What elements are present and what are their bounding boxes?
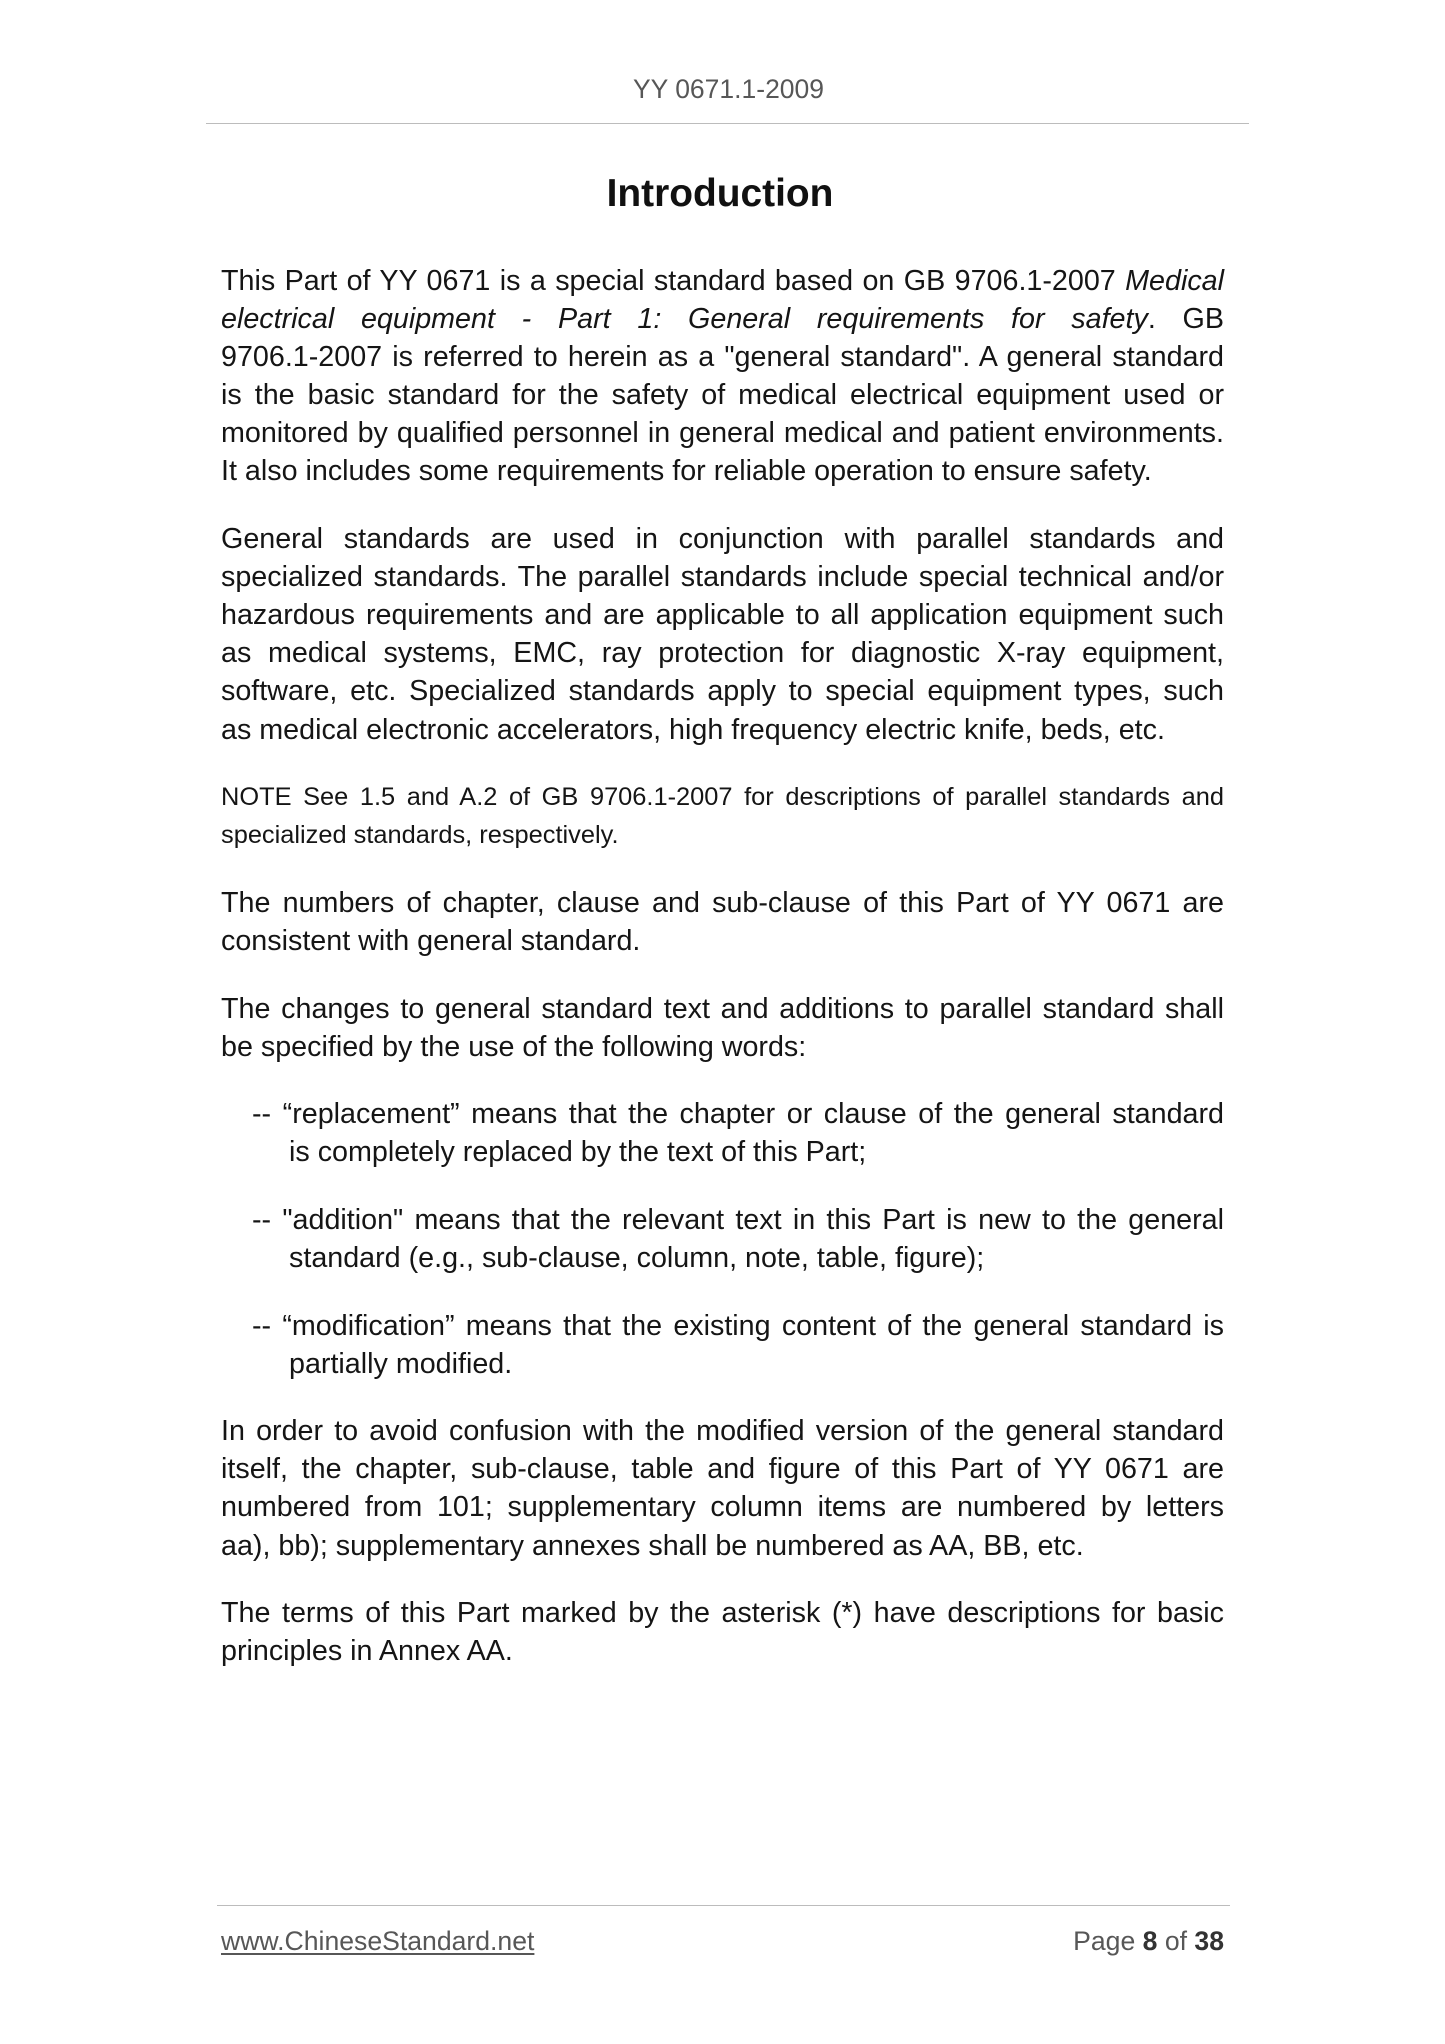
intro-paragraph-6: [221, 1594, 1224, 1670]
footer-divider: [217, 1905, 1230, 1906]
document-body: [221, 262, 1224, 1700]
text-line: [221, 300, 1224, 338]
text-line: [221, 262, 1224, 300]
text-line: numbered from 101; supplementary column items are numbered by letters: [221, 1491, 1224, 1524]
text-line: itself, the chapter, sub-clause, table and figure of this Part of YY 0671 are: [221, 1453, 1224, 1486]
page-title: Introduction: [606, 172, 834, 215]
text-line: NOTE See 1.5 and A.2 of GB 9706.1-2007 for descriptions of parallel standards and: [221, 783, 1224, 812]
intro-paragraph-2: [221, 520, 1224, 749]
text-line: -- “replacement” means that the chapter or clause of the general standard: [252, 1098, 1224, 1131]
definition-item-addition: [221, 1201, 1224, 1277]
text-line: standard (e.g., sub-clause, column, note, table, figure);: [289, 1241, 985, 1274]
text-line: -- “modification” means that the existing content of the general standard is: [252, 1309, 1224, 1342]
page-indicator: [1073, 1925, 1224, 1957]
text-line: -- "addition" means that the relevant text in this Part is new to the general: [252, 1203, 1224, 1236]
intro-paragraph-3: [221, 884, 1224, 960]
page-label: Page: [1073, 1926, 1136, 1956]
text-line: The numbers of chapter, clause and sub-clause of this Part of YY 0671 are: [221, 886, 1224, 919]
intro-paragraph-1: [221, 262, 1224, 491]
page-of-label: of: [1164, 1926, 1188, 1956]
text-line: aa), bb); supplementary annexes shall be numbered as AA, BB, etc.: [221, 1529, 1084, 1562]
text-line: The changes to general standard text and additions to parallel standard shall: [221, 992, 1224, 1025]
total-pages-number: 38: [1194, 1926, 1224, 1956]
intro-paragraph-4: [221, 990, 1224, 1066]
line-text: This Part of YY 0671 is a special standard based on GB 9706.1-2007: [221, 265, 1116, 297]
text-line: partially modified.: [289, 1347, 513, 1380]
cited-standard-title: electrical equipment - Part 1: General requirements for safety: [221, 303, 1148, 336]
definition-item-replacement: [221, 1095, 1224, 1171]
text-line: principles in Annex AA.: [221, 1635, 513, 1668]
text-line: 9706.1-2007 is referred to herein as a "general standard". A general standard: [221, 341, 1224, 374]
line-text: . GB: [1147, 303, 1225, 336]
text-line: specialized standards, respectively.: [221, 821, 619, 850]
text-line: as medical electronic accelerators, high frequency electric knife, beds, etc.: [221, 713, 1165, 746]
text-line: It also includes some requirements for reliable operation to ensure safety.: [221, 455, 1152, 488]
definition-item-modification: [221, 1307, 1224, 1383]
text-line: monitored by qualified personnel in general medical and patient environments.: [221, 417, 1224, 450]
text-line: is completely replaced by the text of this Part;: [289, 1136, 867, 1169]
text-line: as medical systems, EMC, ray protection for diagnostic X-ray equipment,: [221, 637, 1224, 670]
website-link[interactable]: www.ChineseStandard.net: [221, 1926, 535, 1956]
text-line: In order to avoid confusion with the modified version of the general standard: [221, 1415, 1224, 1448]
text-line: specialized standards. The parallel standards include special technical and/or: [221, 561, 1224, 594]
text-line: hazardous requirements and are applicable to all application equipment such: [221, 599, 1224, 632]
text-line: is the basic standard for the safety of medical electrical equipment used or: [221, 379, 1224, 412]
note-paragraph: [221, 778, 1224, 854]
cited-standard-title: Medical: [1125, 265, 1224, 297]
text-line: General standards are used in conjunction with parallel standards and: [221, 523, 1224, 556]
running-header-standard-code: YY 0671.1-2009: [632, 74, 825, 104]
text-line: software, etc. Specialized standards apply to special equipment types, such: [221, 675, 1224, 708]
text-line: The terms of this Part marked by the asterisk (*) have descriptions for basic: [221, 1597, 1224, 1630]
intro-paragraph-5: [221, 1412, 1224, 1564]
text-line: consistent with general standard.: [221, 924, 641, 957]
current-page-number: 8: [1142, 1926, 1158, 1956]
text-line: be specified by the use of the following words:: [221, 1030, 807, 1063]
header-divider: [206, 123, 1249, 124]
